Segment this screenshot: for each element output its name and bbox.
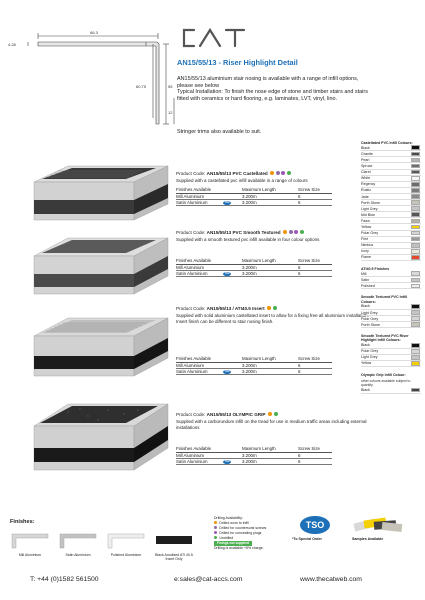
swatch-label: Black bbox=[361, 343, 370, 348]
swatch-chip bbox=[411, 316, 420, 321]
product-code-2 bbox=[176, 230, 304, 235]
swatch-label: Yellow bbox=[361, 361, 372, 366]
swatch-chip bbox=[411, 164, 420, 169]
cell-finish: Satin Aluminium bbox=[176, 271, 208, 276]
swatch-chip bbox=[411, 322, 420, 327]
drill-dot-lilac bbox=[289, 230, 293, 234]
swatch-label: Polar Grey bbox=[361, 316, 379, 321]
finish-swatch bbox=[106, 530, 146, 550]
swatch-label: Polar Grey bbox=[361, 231, 379, 236]
table-row bbox=[176, 271, 332, 277]
cell-finish-wrap bbox=[176, 271, 242, 276]
product-image-olympic-grip bbox=[28, 398, 170, 482]
swatch-label: Rustic bbox=[361, 188, 371, 193]
drill-dot-green bbox=[300, 230, 304, 234]
swatch-label: Fawn bbox=[361, 218, 370, 223]
swatch-label: Nimbus bbox=[361, 243, 374, 248]
product-code-prefix: Product Code: bbox=[176, 412, 207, 417]
dim-h1: 60.75 bbox=[136, 84, 147, 89]
swatch-label: Claret bbox=[361, 170, 371, 175]
swatch-chip bbox=[411, 194, 420, 199]
finish-mill bbox=[8, 530, 52, 557]
finish-label: Black Anodised ATI 40.5 Insert Only bbox=[155, 553, 193, 561]
table-row bbox=[176, 459, 332, 465]
footer-email: e:sales@cat-accs.com bbox=[174, 576, 243, 583]
cell-screw: 6 bbox=[298, 459, 301, 464]
swatch-label: Spruce bbox=[361, 164, 373, 169]
header-length: Maximum Length bbox=[242, 356, 276, 361]
swatch-label: Mill bbox=[361, 271, 367, 276]
header-screw: Screw Size bbox=[298, 446, 320, 451]
swatch-chip bbox=[411, 212, 420, 217]
table-row bbox=[176, 369, 332, 375]
swatch-label: Mid Blue bbox=[361, 212, 375, 217]
header-finish: Finishes Available bbox=[176, 187, 212, 192]
cell-finish: Satin Aluminium bbox=[176, 459, 208, 464]
cell-finish: Mill Aluminium bbox=[176, 363, 205, 368]
dim-top: 66.3 bbox=[90, 30, 98, 35]
drill-dot-orange bbox=[268, 412, 272, 416]
cell-length: 3.200m bbox=[242, 453, 257, 458]
header-screw: Screw Size bbox=[298, 356, 320, 361]
product-code-prefix: Product Code: bbox=[176, 171, 207, 176]
swatch-item bbox=[361, 388, 421, 394]
cell-length: 3.200m bbox=[242, 194, 257, 199]
drill-dot-purple bbox=[281, 171, 285, 175]
spec-table-header bbox=[176, 445, 332, 453]
swatch-item bbox=[361, 255, 421, 261]
spec-table-header bbox=[176, 257, 332, 265]
product-code-1 bbox=[176, 171, 291, 176]
drilling-label: Drilled for countersunk screws bbox=[219, 526, 267, 530]
intro-line-1: AN15/55/13 aluminium stair nosing is available with a range of infill options, please see below bbox=[177, 76, 359, 89]
drilling-title: Drilling Availability: bbox=[214, 516, 243, 520]
swatch-chip bbox=[411, 278, 420, 283]
spec-table-1 bbox=[176, 186, 332, 206]
spec-table-header bbox=[176, 186, 332, 194]
cell-finish: Satin Aluminium bbox=[176, 200, 208, 205]
swatch-label: Black bbox=[361, 388, 370, 393]
swatch-group-title: Smooth Textured PVC Riser Highlight Infill Colours: bbox=[361, 334, 409, 343]
swatch-chip bbox=[411, 304, 420, 309]
swatch-label: Jade bbox=[361, 194, 369, 199]
cell-screw: 6 bbox=[298, 363, 301, 368]
drill-dot-green bbox=[273, 306, 277, 310]
product-code-value: AN15/55/13 PVC Castellated bbox=[206, 171, 268, 176]
header-finish: Finishes Available bbox=[176, 356, 212, 361]
swatch-chip bbox=[411, 158, 420, 163]
spec-table-header bbox=[176, 355, 332, 363]
cell-finish-wrap bbox=[176, 459, 242, 464]
finish-label: Polished Aluminium bbox=[110, 553, 142, 557]
drill-dot-purple bbox=[294, 230, 298, 234]
cell-screw: 6 bbox=[298, 194, 301, 199]
drill-dot-green bbox=[287, 171, 291, 175]
swatch-chip bbox=[411, 388, 420, 393]
stringer-note: Stringer trims also available to suit. bbox=[177, 129, 262, 135]
drilling-dots bbox=[282, 230, 304, 235]
swatch-label: Light Grey bbox=[361, 355, 378, 360]
swatch-label: Light Grey bbox=[361, 206, 378, 211]
product-image-ati-insert bbox=[28, 312, 170, 386]
samples-image bbox=[350, 511, 406, 537]
footer-phone: T: +44 (0)1582 561500 bbox=[30, 576, 99, 583]
drilling-dots bbox=[269, 171, 291, 176]
swatch-group-title: Olympic Grip Infill Colour: bbox=[361, 373, 406, 378]
swatch-note: other colours available subject to quantity bbox=[361, 379, 411, 388]
swatch-chip bbox=[411, 200, 420, 205]
cell-finish: Mill Aluminium bbox=[176, 194, 205, 199]
drill-dot-purple bbox=[214, 531, 217, 534]
swatch-chip bbox=[411, 182, 420, 187]
product-desc-3: Supplied with solid aluminium castellated insert to allow for a fixing free all aluminium installation. Insert finish can be different to stair nosing finish. bbox=[176, 313, 369, 324]
swatch-chip bbox=[411, 188, 420, 193]
cell-screw: 6 bbox=[298, 265, 301, 270]
swatch-chip bbox=[411, 255, 420, 260]
cell-finish: Mill Aluminium bbox=[176, 453, 205, 458]
product-image-castellated bbox=[28, 160, 170, 230]
swatch-item bbox=[361, 361, 421, 367]
table-row bbox=[176, 200, 332, 206]
cell-finish: Mill Aluminium bbox=[176, 265, 205, 270]
drill-dot-orange bbox=[214, 521, 217, 524]
swatch-chip bbox=[411, 206, 420, 211]
header-screw: Screw Size bbox=[298, 187, 320, 192]
spec-table-2 bbox=[176, 257, 332, 277]
cat-logo bbox=[180, 24, 260, 52]
swatch-label: Polished bbox=[361, 283, 375, 288]
tso-badge: TSO bbox=[224, 200, 230, 204]
intro-line-2: Typical Installation: To finish the nose edge of stone and timber stairs and stairs fitted with ceramics or hard flooring, e.g. laminates, LVT, vinyl, lino. bbox=[177, 89, 368, 102]
swatch-label: Black bbox=[361, 304, 370, 309]
swatch-chip bbox=[411, 249, 420, 254]
drill-dot-lilac bbox=[214, 526, 217, 529]
swatch-label: Black bbox=[361, 145, 370, 150]
finish-label: Satin Aluminium bbox=[65, 553, 91, 557]
cell-length: 3.200m bbox=[242, 271, 257, 276]
swatch-chip bbox=[411, 349, 420, 354]
swatch-label: Ivory bbox=[361, 249, 369, 254]
swatch-label: White bbox=[361, 176, 371, 181]
footer-website[interactable]: www.thecatweb.com bbox=[300, 576, 362, 583]
product-code-value: AN15/55/13 PVC Smooth Textured bbox=[206, 230, 281, 235]
page-title: AN15/55/13 - Riser Highlight Detail bbox=[177, 58, 298, 67]
swatch-chip bbox=[411, 361, 420, 366]
samples-label: Samples Available bbox=[352, 537, 384, 541]
swatch-label: Yellow bbox=[361, 224, 372, 229]
finish-label: Mill Aluminium bbox=[18, 553, 42, 557]
fixings-tape: Fixings not supplied bbox=[214, 541, 252, 546]
swatch-group-title: Castellated PVC Infill Colours: bbox=[361, 141, 413, 145]
header-screw: Screw Size bbox=[298, 258, 320, 263]
dim-left: 4.28 bbox=[8, 42, 16, 47]
drill-dot-green bbox=[274, 412, 278, 416]
swatch-label: Satin bbox=[361, 277, 370, 282]
swatch-chip bbox=[411, 271, 420, 276]
swatch-chip bbox=[411, 237, 420, 242]
drill-dot-green bbox=[214, 536, 217, 539]
finish-swatch bbox=[58, 530, 98, 550]
product-code-3 bbox=[176, 306, 277, 311]
cell-length: 3.200m bbox=[242, 459, 257, 464]
drill-dot-orange bbox=[283, 230, 287, 234]
infill-colour-swatches bbox=[361, 140, 421, 394]
drill-dot-orange bbox=[267, 306, 271, 310]
finishes-title: Finishes: bbox=[10, 519, 35, 525]
swatch-label: Flame bbox=[361, 255, 371, 260]
swatch-label: Granite bbox=[361, 151, 373, 156]
swatch-chip bbox=[411, 231, 420, 236]
cell-length: 3.200m bbox=[242, 363, 257, 368]
header-length: Maximum Length bbox=[242, 446, 276, 451]
drill-dot-orange bbox=[270, 171, 274, 175]
product-code-prefix: Product Code: bbox=[176, 306, 207, 311]
swatch-chip bbox=[411, 343, 420, 348]
tso-label: *To Special Order bbox=[292, 537, 322, 541]
product-code-value: AN15/55/13 OLYMPIC GRIP bbox=[206, 412, 266, 417]
product-code-prefix: Product Code: bbox=[176, 230, 207, 235]
finish-polished bbox=[104, 530, 148, 557]
product-desc-1: Supplied with a castellated pvc infill available in a range of colours bbox=[176, 178, 308, 183]
tso-badge: TSO bbox=[224, 459, 230, 463]
swatch-label: Pearl bbox=[361, 157, 370, 162]
dim-h3: 12 bbox=[168, 110, 173, 115]
tso-logo: TSO bbox=[300, 516, 330, 534]
finish-swatch bbox=[154, 530, 194, 550]
tso-badge: TSO bbox=[224, 271, 230, 275]
swatch-item bbox=[361, 322, 421, 328]
cell-finish-wrap bbox=[176, 200, 242, 205]
swatch-chip bbox=[411, 243, 420, 248]
drilling-label: Drilled worn to infill bbox=[219, 521, 249, 525]
drilling-label: Undrilled bbox=[219, 536, 234, 540]
swatch-chip bbox=[411, 284, 420, 289]
swatch-label: Flint bbox=[361, 237, 368, 242]
intro-text bbox=[177, 76, 375, 102]
cell-screw: 6 bbox=[298, 369, 301, 374]
swatch-label: Polar Grey bbox=[361, 349, 379, 354]
swatch-chip bbox=[411, 219, 420, 224]
cell-length: 3.200m bbox=[242, 200, 257, 205]
cell-screw: 6 bbox=[298, 200, 301, 205]
product-code-4 bbox=[176, 412, 278, 417]
product-image-smooth bbox=[28, 232, 170, 304]
swatch-label: Light Grey bbox=[361, 310, 378, 315]
header-finish: Finishes Available bbox=[176, 446, 212, 451]
finish-swatch bbox=[10, 530, 50, 550]
cell-finish-wrap bbox=[176, 369, 242, 374]
header-length: Maximum Length bbox=[242, 258, 276, 263]
product-desc-4: Supplied with a carborundum infill on the tread for use in medium traffic areas including external installations bbox=[176, 419, 367, 430]
spec-table-4 bbox=[176, 445, 332, 465]
drilling-dots bbox=[266, 306, 277, 311]
swatch-label: Regency bbox=[361, 182, 376, 187]
drill-dot-lilac bbox=[276, 171, 280, 175]
finish-black-anodised bbox=[152, 530, 196, 561]
swatch-chip bbox=[411, 176, 420, 181]
product-desc-2: Supplied with a smooth textured pvc infill available in four colour options bbox=[176, 237, 320, 242]
header-length: Maximum Length bbox=[242, 187, 276, 192]
drilling-note: Drilling is available +5% charge. bbox=[214, 545, 264, 550]
swatch-group-title: Smooth Textured PVC Infill Colours: bbox=[361, 295, 408, 304]
spec-table-3 bbox=[176, 355, 332, 375]
product-code-value: AN15/55/13 / ATI40.5 Insert bbox=[206, 306, 265, 311]
swatch-group-title: ATI40.5 Finishes bbox=[361, 266, 390, 271]
swatch-label: Porth Stone bbox=[361, 200, 380, 205]
header-finish: Finishes Available bbox=[176, 258, 212, 263]
technical-drawing bbox=[8, 28, 178, 138]
swatch-item bbox=[361, 283, 421, 289]
drilling-dots bbox=[267, 412, 278, 417]
cell-screw: 6 bbox=[298, 271, 301, 276]
swatch-chip bbox=[411, 152, 420, 157]
swatch-chip bbox=[411, 355, 420, 360]
finish-satin bbox=[56, 530, 100, 557]
dim-h2: 55 bbox=[168, 84, 173, 89]
drilling-legend bbox=[214, 516, 294, 551]
drilling-label: Drilled for concealing plugs bbox=[219, 531, 262, 535]
cell-finish: Satin Aluminium bbox=[176, 369, 208, 374]
swatch-chip bbox=[411, 225, 420, 230]
cell-length: 3.200m bbox=[242, 369, 257, 374]
swatch-chip bbox=[411, 145, 420, 150]
cell-length: 3.200m bbox=[242, 265, 257, 270]
swatch-label: Porth Stone bbox=[361, 322, 380, 327]
swatch-chip bbox=[411, 170, 420, 175]
swatch-chip bbox=[411, 310, 420, 315]
tso-badge: TSO bbox=[224, 369, 230, 373]
cell-screw: 6 bbox=[298, 453, 301, 458]
